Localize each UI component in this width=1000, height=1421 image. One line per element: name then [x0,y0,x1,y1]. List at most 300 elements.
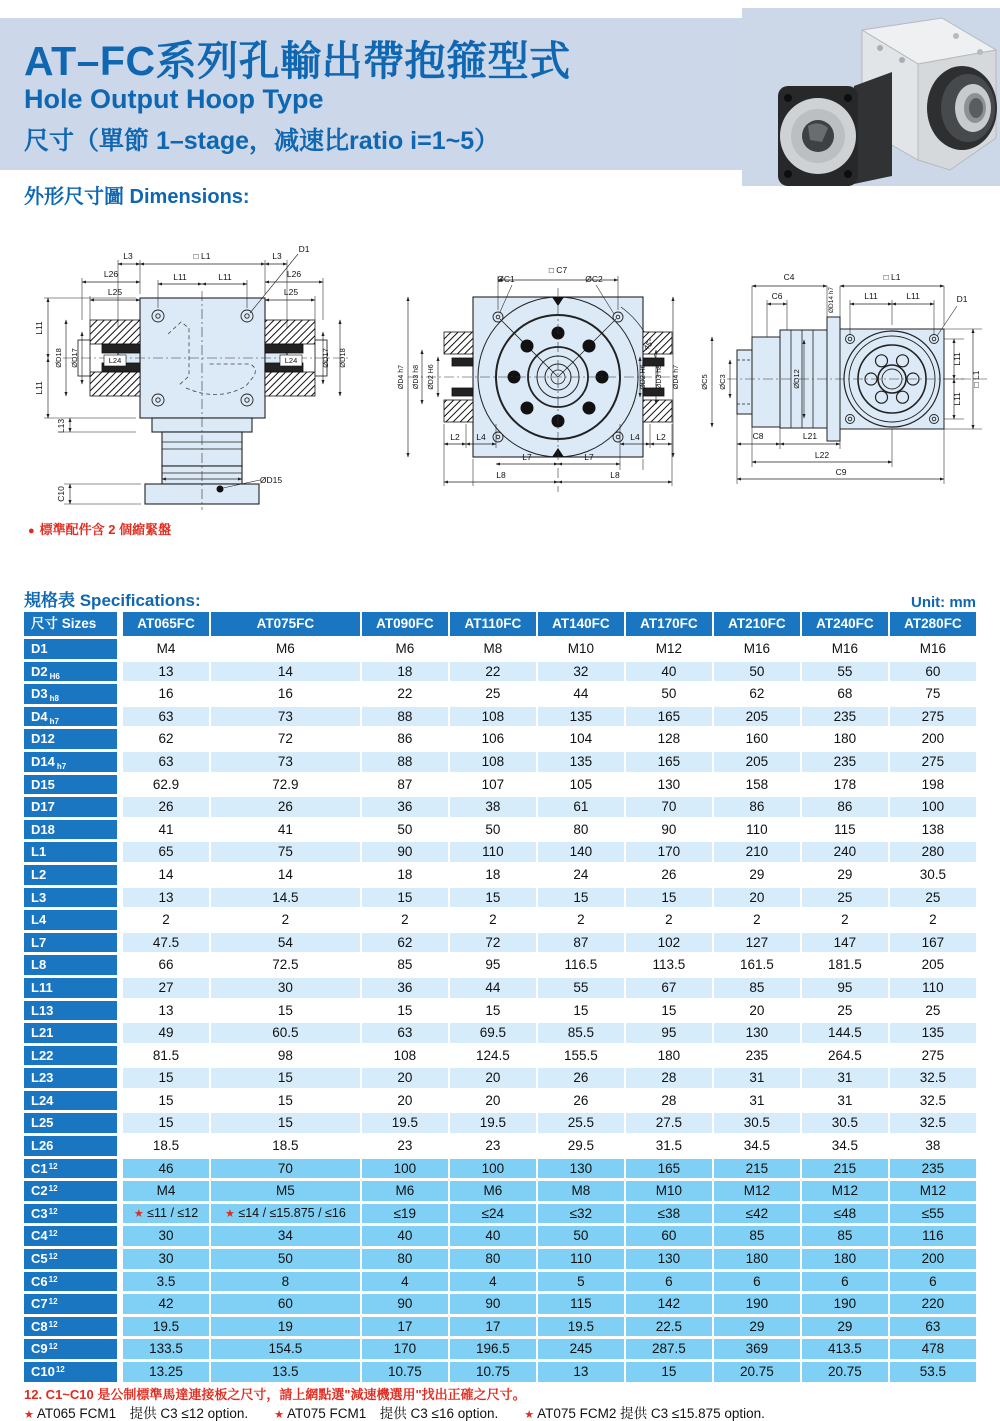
table-cell: 10.75 [362,1362,448,1382]
table-cell: 102 [626,933,712,953]
table-cell: ≤38 [626,1204,712,1224]
dim-label: ØC5 [700,374,709,390]
table-cell: 73 [211,752,360,772]
table-cell: 29 [802,865,888,885]
row-label: L11 [24,978,117,998]
table-cell: 86 [802,797,888,817]
table-cell: 15 [450,1001,536,1021]
dim-label: ØC2 [585,274,603,284]
table-header-row [24,612,976,636]
col-header: AT140FC [538,612,624,636]
table-cell: 66 [123,955,209,975]
table-cell: 2 [890,910,976,930]
table-cell: 215 [802,1159,888,1179]
table-cell: 13 [123,1001,209,1021]
table-cell: 23 [450,1136,536,1156]
table-cell: 110 [450,842,536,862]
table-cell: 15 [123,1068,209,1088]
dim-label: L11 [952,352,962,366]
table-cell: 55 [538,978,624,998]
table-cell: 15 [211,1113,360,1133]
table-cell: 15 [626,1001,712,1021]
table-cell: M4 [123,639,209,659]
spec-table [24,612,976,1385]
table-cell: 180 [802,1249,888,1269]
table-cell: 14.5 [211,888,360,908]
table-cell: 42 [123,1294,209,1314]
dim-label: L24 [108,356,122,365]
table-cell: 6 [626,1272,712,1292]
table-cell: 25 [802,1001,888,1021]
row-label: L21 [24,1023,117,1043]
table-cell: 100 [362,1159,448,1179]
table-cell: 14 [123,865,209,885]
table-cell: 36 [362,797,448,817]
table-cell: 154.5 [211,1339,360,1359]
page-title: AT–FC系列孔輸出帶抱箍型式 [24,38,571,84]
table-cell: 87 [538,933,624,953]
dim-label: L11 [952,392,962,406]
table-cell: 36 [362,978,448,998]
table-cell: 25 [450,684,536,704]
table-cell: 18 [362,865,448,885]
row-label: D17 [24,797,117,817]
table-cell: 13 [123,662,209,682]
table-cell: 69.5 [450,1023,536,1043]
table-cell: 62 [714,684,800,704]
star-icon: ★ [133,1207,144,1220]
table-cell: 81.5 [123,1046,209,1066]
table-cell: 50 [626,684,712,704]
spec-heading-row [24,586,976,611]
table-cell: 29.5 [538,1136,624,1156]
table-cell: 155.5 [538,1046,624,1066]
col-header: AT280FC [890,612,976,636]
dim-label: L21 [802,431,818,441]
row-label: $C2^{12}$ [24,1181,117,1201]
row-label: $C8^{12}$ [24,1317,117,1337]
row-label: $C10^{12}$ [24,1362,117,1382]
dim-label: L13 [56,418,66,434]
table-cell: 31 [802,1091,888,1111]
table-cell: M10 [626,1181,712,1201]
table-cell: M8 [538,1181,624,1201]
table-cell: 72.9 [211,775,360,795]
row-label: D4 $_{h7}$ [24,707,117,727]
drawing-front-view [18,236,393,516]
table-cell: 75 [890,684,976,704]
table-cell: 44 [538,684,624,704]
option-note: ★ AT065 FCM1 提供 C3 ≤12 option. [24,1406,249,1421]
table-cell: 200 [890,1249,976,1269]
row-label: $C4^{12}$ [24,1226,117,1246]
table-cell: 40 [362,1226,448,1246]
table-cell: M8 [450,639,536,659]
table-cell: 15 [538,888,624,908]
dim-label: □ L1 [193,251,211,261]
table-cell: 16 [123,684,209,704]
table-cell: 25 [890,888,976,908]
table-cell: 24 [538,865,624,885]
table-cell: 180 [626,1046,712,1066]
table-cell: 15 [626,1362,712,1382]
row-label: D18 [24,820,117,840]
table-cell: 19 [211,1317,360,1337]
table-cell: 98 [211,1046,360,1066]
table-cell: 275 [890,1046,976,1066]
table-cell: 47.5 [123,933,209,953]
row-label: L23 [24,1068,117,1088]
table-cell: 29 [714,1317,800,1337]
table-row [24,797,976,817]
row-label: L22 [24,1046,117,1066]
table-cell: 478 [890,1339,976,1359]
table-cell: M12 [802,1181,888,1201]
table-cell: 34 [211,1226,360,1246]
table-cell: 17 [362,1317,448,1337]
table-cell: 264.5 [802,1046,888,1066]
table-cell: 170 [362,1339,448,1359]
table-cell: 135 [890,1023,976,1043]
table-cell: 23 [362,1136,448,1156]
dim-label: ØD18 [338,348,347,368]
dim-label: L8 [610,470,620,480]
dim-label: L22 [814,450,830,460]
table-cell: 138 [890,820,976,840]
table-cell: 22.5 [626,1317,712,1337]
table-cell: 53.5 [890,1362,976,1382]
table-cell: 72.5 [211,955,360,975]
dim-label: L26 [286,269,302,279]
table-row [24,707,976,727]
table-cell: 31 [714,1091,800,1111]
table-cell: 205 [714,752,800,772]
col-header: AT240FC [802,612,888,636]
table-cell: 287.5 [626,1339,712,1359]
table-cell: 2 [450,910,536,930]
dim-label: D1 [956,294,968,304]
table-cell: 95 [450,955,536,975]
table-cell: 19.5 [123,1317,209,1337]
table-row [24,1023,976,1043]
table-row [24,1317,976,1337]
table-cell: 110 [714,820,800,840]
table-cell: M5 [211,1181,360,1201]
dim-label: ØD17 [70,348,79,368]
col-header: AT090FC [362,612,448,636]
dim-label: L11 [34,381,44,395]
table-cell: 85 [802,1226,888,1246]
table-cell: 16 [211,684,360,704]
table-cell: 50 [450,820,536,840]
table-row [24,1339,976,1359]
table-cell: 29 [714,865,800,885]
table-cell: 413.5 [802,1339,888,1359]
dim-label: C4 [783,272,795,282]
table-cell: 20.75 [714,1362,800,1382]
table-cell: 116.5 [538,955,624,975]
table-cell: M12 [626,639,712,659]
table-cell: 19.5 [450,1113,536,1133]
table-cell: 167 [890,933,976,953]
table-cell: 50 [211,1249,360,1269]
table-cell: 86 [714,797,800,817]
table-cell: M16 [890,639,976,659]
table-cell: 17 [450,1317,536,1337]
table-cell: 29 [802,1317,888,1337]
table-cell: 30 [123,1226,209,1246]
dim-label: L11 [173,272,187,282]
product-photo [742,8,1000,186]
table-cell: 108 [450,752,536,772]
table-cell: 235 [802,752,888,772]
table-cell: M4 [123,1181,209,1201]
table-cell: 62 [362,933,448,953]
table-cell: 22 [362,684,448,704]
table-row [24,729,976,749]
table-cell: 369 [714,1339,800,1359]
table-cell: 31.5 [626,1136,712,1156]
dim-label: ØD15 [259,475,283,485]
table-cell: 20 [450,1068,536,1088]
table-row [24,1091,976,1111]
table-cell: 104 [538,729,624,749]
table-cell: 20 [714,888,800,908]
row-label: $C9^{12}$ [24,1339,117,1359]
table-cell: 105 [538,775,624,795]
table-cell: 86 [362,729,448,749]
table-cell: 115 [802,820,888,840]
table-cell: M16 [802,639,888,659]
table-cell: 26 [123,797,209,817]
row-label: L1 [24,842,117,862]
table-cell: ≤55 [890,1204,976,1224]
table-cell: M12 [890,1181,976,1201]
row-label: L8 [24,955,117,975]
table-row [24,775,976,795]
dim-label: L3 [272,251,282,261]
table-cell: 161.5 [714,955,800,975]
dim-label: ØD3 h8 [413,364,420,390]
table-cell: 158 [714,775,800,795]
table-cell: 130 [714,1023,800,1043]
col-header: AT065FC [123,612,209,636]
dim-label: L11 [906,291,920,301]
table-cell: 15 [211,1091,360,1111]
drawing-note [28,519,171,538]
table-row [24,1136,976,1156]
table-cell: 15 [123,1113,209,1133]
table-cell: 15 [211,1068,360,1088]
table-cell: 205 [714,707,800,727]
table-row [24,662,976,682]
table-cell: M6 [211,639,360,659]
table-cell: 22 [450,662,536,682]
dim-label: ØD12 [792,369,801,389]
table-cell: 190 [714,1294,800,1314]
table-cell: 20.75 [802,1362,888,1382]
table-cell: 181.5 [802,955,888,975]
table-cell: 25 [802,888,888,908]
table-cell: 20 [714,1001,800,1021]
option-notes [24,1402,791,1421]
table-cell: 128 [626,729,712,749]
table-row [24,752,976,772]
table-cell: 63 [362,1023,448,1043]
row-label: L4 [24,910,117,930]
table-row [24,1249,976,1269]
table-cell: 147 [802,933,888,953]
table-cell: 200 [890,729,976,749]
table-cell: 85 [714,1226,800,1246]
table-row [24,910,976,930]
table-cell: 14 [211,662,360,682]
table-cell: 50 [538,1226,624,1246]
table-row [24,842,976,862]
table-cell: 31 [714,1068,800,1088]
table-cell: 110 [890,978,976,998]
table-cell: 88 [362,707,448,727]
row-label: L3 [24,888,117,908]
table-cell: 130 [626,775,712,795]
table-cell: 13 [538,1362,624,1382]
table-row [24,1001,976,1021]
table-cell: 41 [123,820,209,840]
table-cell: 30.5 [714,1113,800,1133]
table-cell: 60 [626,1226,712,1246]
table-cell: 85 [362,955,448,975]
table-cell: 14 [211,865,360,885]
table-cell: 68 [802,684,888,704]
table-cell: 220 [890,1294,976,1314]
table-cell: 75 [211,842,360,862]
table-cell: 73 [211,707,360,727]
table-cell: 198 [890,775,976,795]
table-cell: 6 [802,1272,888,1292]
dim-label: L25 [107,287,123,297]
dim-label: L4 [630,432,640,442]
table-cell: 26 [211,797,360,817]
table-cell: 124.5 [450,1046,536,1066]
dim-label: ØC1 [497,274,515,284]
table-row [24,955,976,975]
star-icon: ★ [225,1207,235,1220]
table-cell: 40 [626,662,712,682]
dim-label: L7 [584,452,594,462]
row-label: D15 [24,775,117,795]
table-cell: 28 [626,1091,712,1111]
table-cell: 127 [714,933,800,953]
col-header: AT075FC [211,612,360,636]
dim-label: 45° [641,337,657,353]
row-label: D3 $_{h8}$ [24,684,117,704]
table-cell: 20 [362,1068,448,1088]
table-cell: 240 [802,842,888,862]
col-header: AT110FC [450,612,536,636]
table-row [24,684,976,704]
table-cell: 2 [626,910,712,930]
row-label: $C6^{12}$ [24,1272,117,1292]
table-cell: 38 [450,797,536,817]
table-cell: 10.75 [450,1362,536,1382]
table-cell: 19.5 [362,1113,448,1133]
drawing-note-text: 標準配件含 2 個縮緊盤 [39,522,172,537]
table-cell: 30 [123,1249,209,1269]
table-cell: 40 [450,1226,536,1246]
dim-label: ØD17 [321,348,330,368]
col-header: AT210FC [714,612,800,636]
table-row [24,933,976,953]
table-cell: 28 [626,1068,712,1088]
table-cell: 107 [450,775,536,795]
table-cell: 72 [211,729,360,749]
row-label: D14 $_{h7}$ [24,752,117,772]
dim-label: L2 [656,432,666,442]
table-cell: ≤24 [450,1204,536,1224]
table-cell: 32.5 [890,1091,976,1111]
table-cell: 70 [626,797,712,817]
page-size-line: 尺寸（單節 1–stage，减速比ratio i=1~5） [24,127,500,155]
table-cell: 13.25 [123,1362,209,1382]
table-row [24,865,976,885]
table-cell: 15 [362,1001,448,1021]
option-note: ★ AT075 FCM2 提供 C3 ≤15.875 option. [524,1406,765,1421]
table-cell: 46 [123,1159,209,1179]
table-cell: 27 [123,978,209,998]
table-cell: 13.5 [211,1362,360,1382]
table-cell: 15 [538,1001,624,1021]
table-cell: 108 [362,1046,448,1066]
table-cell: 50 [714,662,800,682]
star-icon: ★ [274,1409,284,1421]
table-cell: 26 [626,865,712,885]
table-cell: 115 [538,1294,624,1314]
dim-label: ØD18 [54,348,63,368]
table-cell: 170 [626,842,712,862]
table-cell: 90 [450,1294,536,1314]
table-cell: 90 [626,820,712,840]
table-cell: M10 [538,639,624,659]
table-cell: 20 [450,1091,536,1111]
table-cell: 196.5 [450,1339,536,1359]
dim-label: C8 [752,431,764,441]
table-cell: 2 [538,910,624,930]
table-cell: 110 [538,1249,624,1269]
table-row [24,1204,976,1224]
dim-label: ØD3 h8 [656,364,663,390]
table-cell: 80 [538,820,624,840]
dim-label: C10 [56,486,66,502]
table-cell: 85 [714,978,800,998]
dim-label: C9 [835,467,847,477]
dim-label: L7 [522,452,532,462]
drawing-side-view [692,262,992,497]
table-cell: 5 [538,1272,624,1292]
table-cell: 85.5 [538,1023,624,1043]
table-cell: 80 [450,1249,536,1269]
table-cell: 90 [362,842,448,862]
table-cell: 144.5 [802,1023,888,1043]
table-cell: 30 [211,978,360,998]
dim-label: ØD2 H6 [640,364,647,390]
option-note: ★ AT075 FCM1 提供 C3 ≤16 option. [274,1406,499,1421]
table-cell: 88 [362,752,448,772]
table-cell: 32.5 [890,1068,976,1088]
table-cell: 205 [890,955,976,975]
table-cell: 4 [362,1272,448,1292]
dim-label: L2 [450,432,460,442]
table-cell: 210 [714,842,800,862]
